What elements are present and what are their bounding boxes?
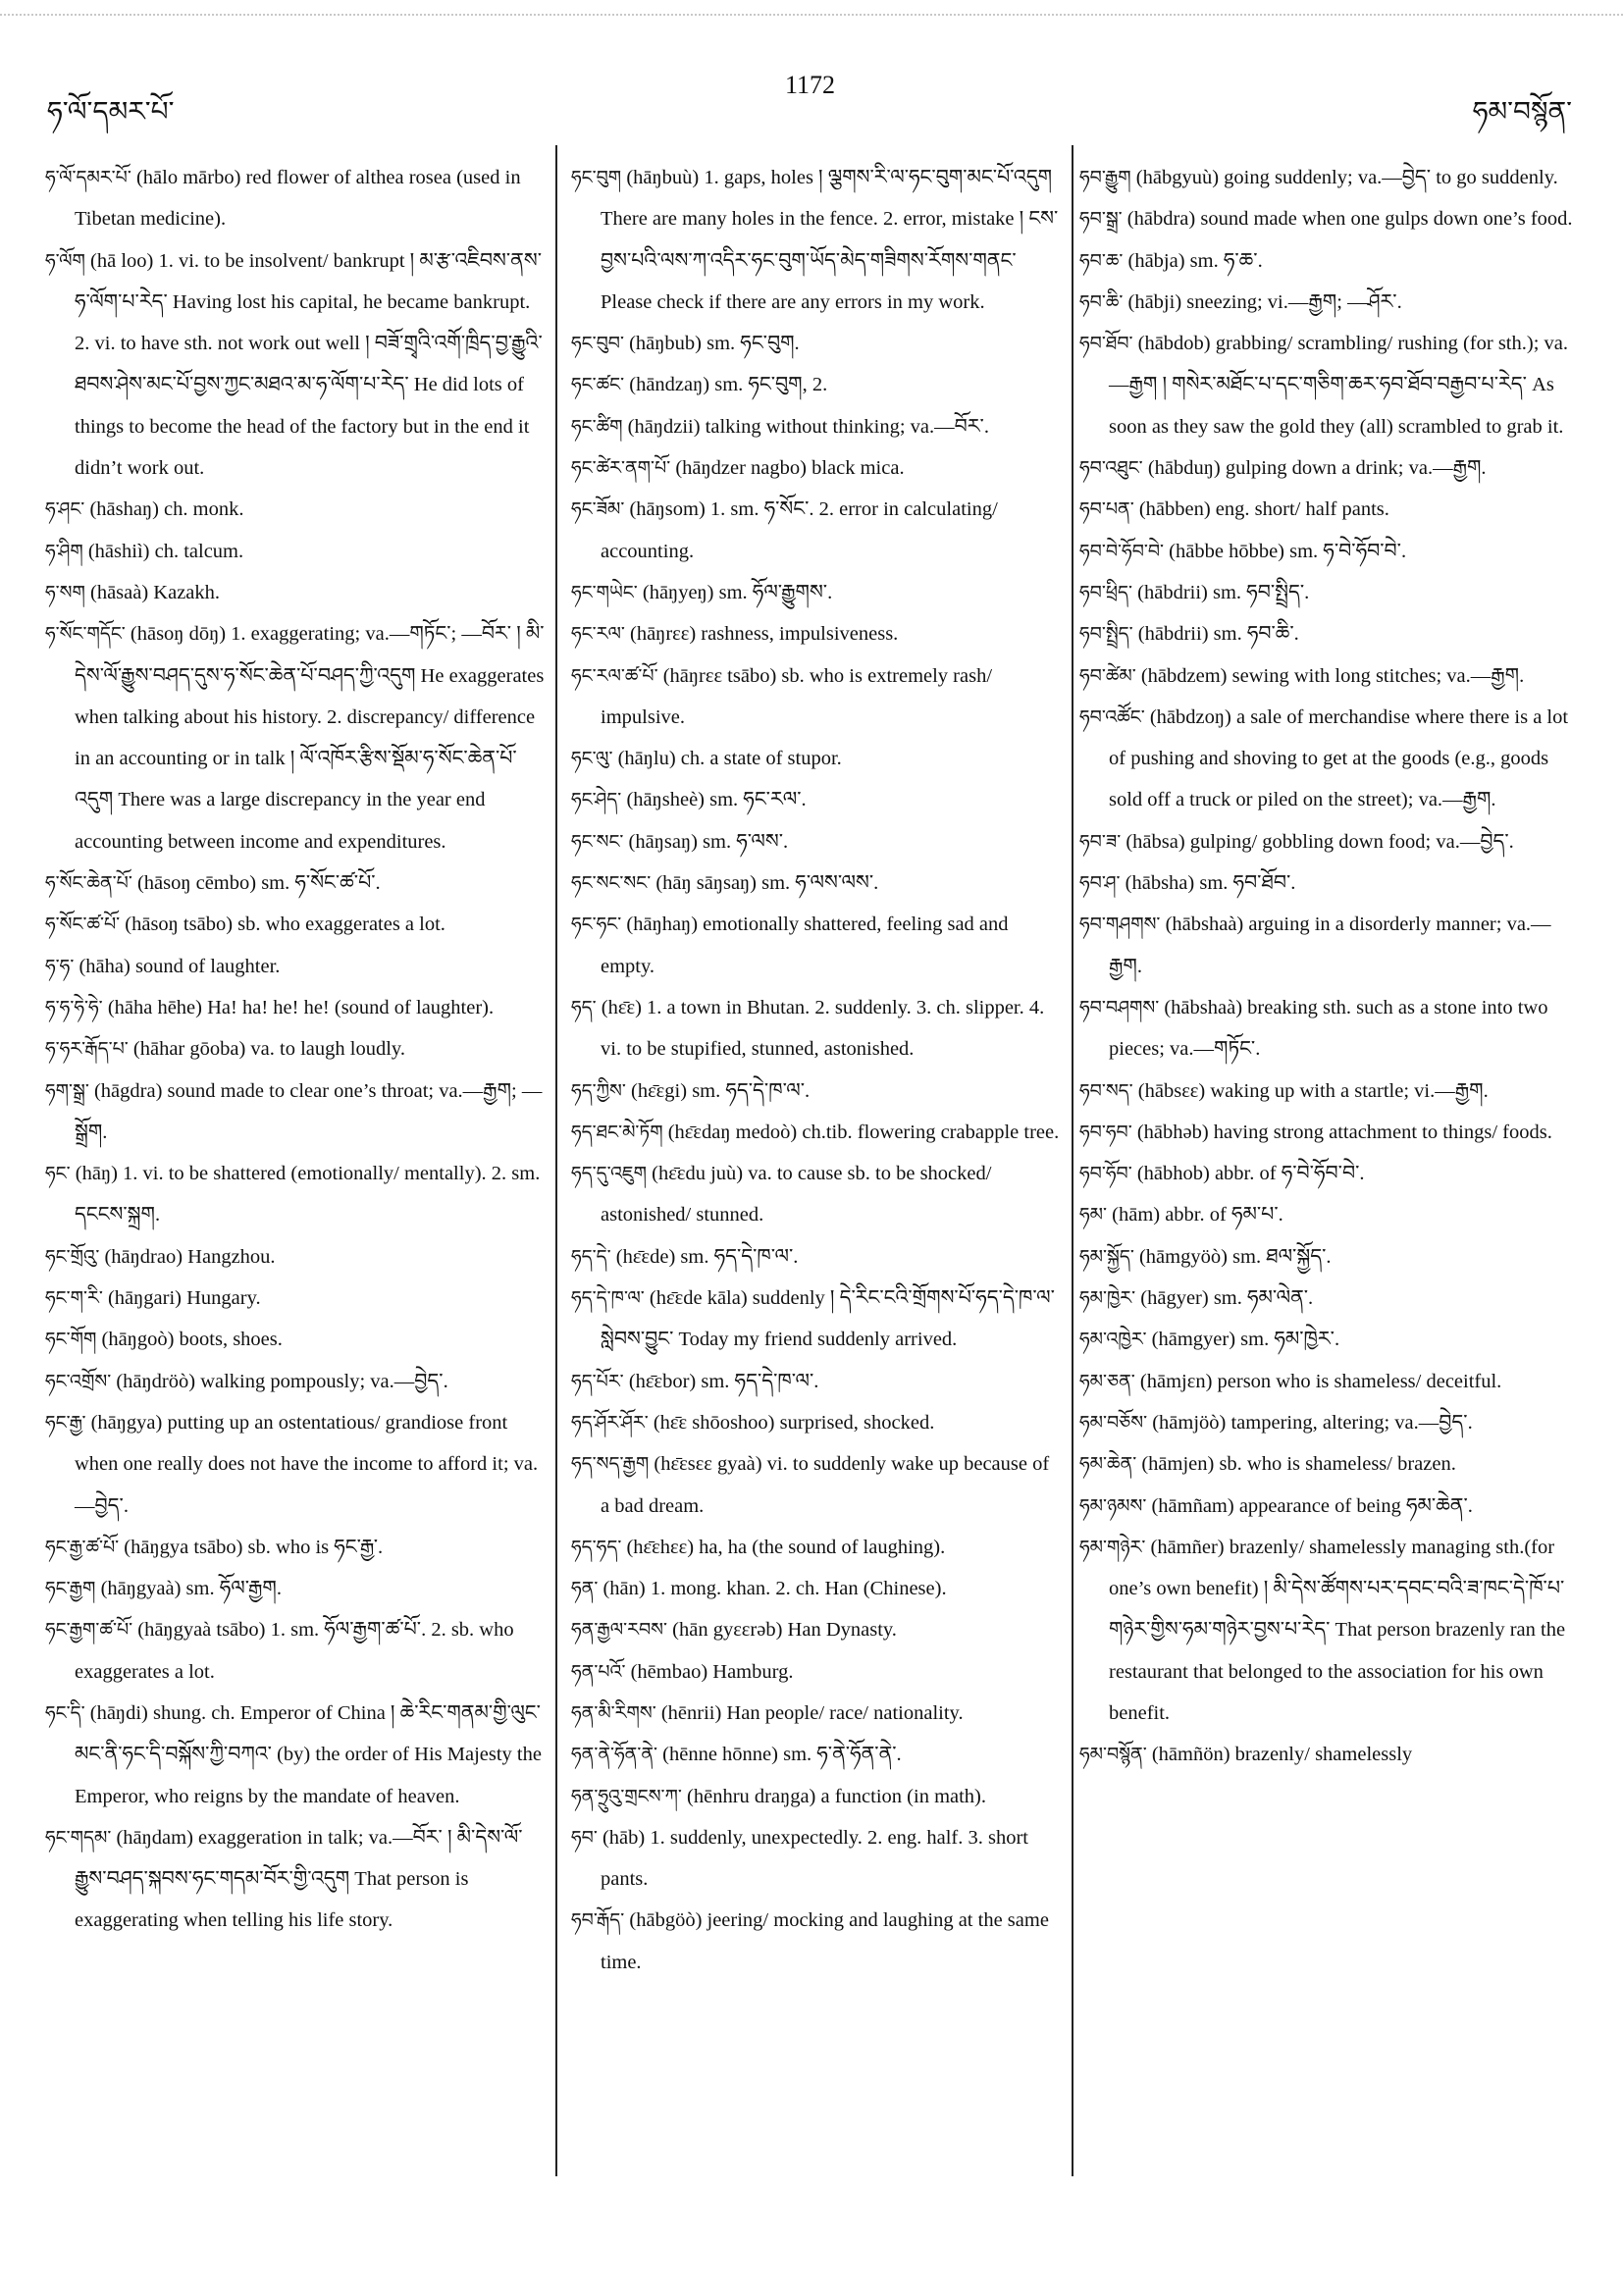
entry-definition: (hāshaŋ) ch. monk. <box>89 498 244 521</box>
dictionary-entry <box>45 157 546 240</box>
entry-headword: ཧང་གཡེང་ <box>571 581 638 603</box>
entry-definition: (hāgdra) sound made to clear one’s throat; va.—རྒྱག; —སྒྲོག. <box>75 1079 543 1143</box>
entry-headword: ཧ་སོང་ཚ་པོ་ <box>45 913 121 936</box>
entry-definition: (hāmñer) brazenly/ shamelessly managing sth.(for one’s own benefit) ། མི་དེས་ཚོགས་པར་དབང་བའི་ཟ་ཁང་དེ་ཁོ་པ་གཉེར་གྱིས་ཧམ་གཉེར་བྱས་པ་རེད་ That person brazenly ran the restaurant that belonged to the association for his own benefit. <box>1109 1536 1566 1724</box>
entry-definition: (hāŋgyaà tsābo) 1. sm. ཧོལ་རྒྱག་ཚ་པོ་. 2. sb. who exaggerates a lot. <box>75 1619 514 1683</box>
dictionary-entry <box>571 1900 1062 1983</box>
entry-headword: ཧབ་རྒྱུག <box>1079 167 1131 188</box>
entry-definition: (hāmgyöò) sm. ཐལ་སྐྱོད་. <box>1138 1245 1332 1268</box>
entry-definition: (hɛ̄ɛsɛɛ gyaà) vi. to suddenly wake up because of a bad dream. <box>601 1453 1050 1517</box>
entry-definition: (hābhob) abbr. of ཧ་བེ་ཧོབ་བེ་. <box>1136 1163 1365 1185</box>
dictionary-entry <box>1079 157 1580 198</box>
dictionary-entry <box>571 821 1062 862</box>
left-running-head: ཧ་ལོ་དམར་པོ་ <box>47 97 175 128</box>
dictionary-entry <box>571 738 1062 779</box>
entry-headword: ཧམ་ཁྱེར་ <box>1079 1287 1136 1310</box>
entry-definition: (hāŋlu) ch. a state of stupor. <box>617 748 842 770</box>
entry-headword: ཧམ་ཆེན་ <box>1079 1453 1137 1476</box>
dictionary-entry <box>1079 1153 1580 1194</box>
dictionary-entry <box>45 1070 546 1154</box>
entry-headword: ཧང་ཚིག <box>571 415 623 438</box>
dictionary-entry <box>1079 904 1580 987</box>
dictionary-entry <box>45 1402 546 1527</box>
entry-headword: ཧམ་བསྙོན་ <box>1079 1744 1147 1766</box>
dictionary-entry <box>571 1402 1062 1443</box>
entry-definition: (hāŋdrao) Hangzhou. <box>104 1245 276 1268</box>
column-divider <box>555 145 557 2176</box>
dictionary-entry <box>45 1527 546 1568</box>
dictionary-entry <box>571 1070 1062 1112</box>
entry-definition: (hāmjen) sb. who is shameless/ brazen. <box>1141 1453 1456 1476</box>
entry-headword: ཧང་རལ་ཚ་པོ་ <box>571 664 658 687</box>
dictionary-entry <box>1079 655 1580 697</box>
entry-definition: (hāŋgyaà) sm. ཧོལ་རྒྱག. <box>100 1578 282 1600</box>
dictionary-entry <box>571 1651 1062 1693</box>
dictionary-entry <box>1079 1236 1580 1278</box>
entry-definition: (hāŋbub) sm. ཧང་བུག. <box>629 333 800 355</box>
entry-headword: ཧང་འགྲོས་ <box>45 1370 112 1392</box>
dictionary-entry <box>45 1817 546 1942</box>
entry-definition: (hɛ̄ɛbor) sm. ཧད་དེ་ཁ་ལ་. <box>628 1370 819 1392</box>
dictionary-entry <box>1079 572 1580 613</box>
dictionary-entry <box>45 946 546 987</box>
entry-headword: ཧད་ཤོར་ཤོར་ <box>571 1411 649 1434</box>
dictionary-entry <box>45 572 546 613</box>
entry-definition: (hāŋsheè) sm. ཧང་རལ་. <box>626 789 807 811</box>
dictionary-entry <box>1079 1443 1580 1485</box>
entry-headword: ཧང་ཚང་ <box>571 374 625 396</box>
dictionary-entry <box>1079 489 1580 530</box>
entry-headword: ཧབ་ཕྲིད་ <box>1079 581 1133 603</box>
entry-definition: (hāmñam) appearance of being ཧམ་ཆེན་. <box>1151 1494 1473 1517</box>
dictionary-entry <box>571 157 1062 323</box>
entry-headword: ཧང་ཤེད་ <box>571 789 622 811</box>
dictionary-entry <box>1079 531 1580 572</box>
entry-definition: (hāmgyer) sm. ཧམ་ཁྱེར་. <box>1151 1329 1340 1351</box>
entry-definition: (hāŋhaŋ) emotionally shattered, feeling sad and empty. <box>601 913 1009 977</box>
entry-definition: (hāŋ) 1. vi. to be shattered (emotionally/ mentally). 2. sm. དངངས་སྐྲག. <box>75 1163 541 1226</box>
entry-headword: ཧང་རྒྱག་ཚ་པོ་ <box>45 1619 133 1642</box>
entry-definition: (hābdzoŋ) a sale of merchandise where there is a lot of pushing and shoving to get at the goods (e.g., goods sold off a truck or piled on the street); va.—རྒྱག. <box>1109 705 1569 811</box>
entry-headword: ཧབ་སྒྲ་ <box>1079 208 1123 231</box>
entry-definition: (hābsɛɛ) waking up with a startle; vi.—རྒྱག. <box>1137 1079 1489 1102</box>
entry-headword: ཧམ་འཁྱེར་ <box>1079 1329 1147 1351</box>
dictionary-entry <box>1079 1278 1580 1319</box>
dictionary-entry <box>1079 697 1580 821</box>
entry-headword: ཧབ་འཐུང་ <box>1079 457 1143 480</box>
dictionary-entry <box>1079 1402 1580 1443</box>
entry-definition: (hēnne hōnne) sm. ཧ་ནེ་ཧོན་ནེ་. <box>662 1744 902 1766</box>
dictionary-entry <box>1079 821 1580 862</box>
entry-definition: (hābji) sneezing; vi.—རྒྱག; —ཤོར་. <box>1127 290 1402 313</box>
entry-headword: ཧ་ཧ་ <box>45 955 75 977</box>
entry-definition: (hɛ̄ɛ shōoshoo) surprised, shocked. <box>653 1411 935 1434</box>
entry-headword: ཧང་རལ་ <box>571 623 625 646</box>
dictionary-entry <box>1079 240 1580 282</box>
entry-headword: ཧ་སག <box>45 581 85 603</box>
entry-definition: (hɛ̄ɛdaŋ medoò) ch.tib. flowering crabapple tree. <box>667 1121 1060 1143</box>
entry-definition: (hābbe hōbbe) sm. ཧ་བེ་ཧོབ་བེ་. <box>1169 540 1407 562</box>
entry-headword: ཧད་ <box>571 996 597 1018</box>
entry-definition: (hāmñön) brazenly/ shamelessly <box>1151 1744 1413 1766</box>
entry-definition: (hāŋdzii) talking without thinking; va.—བོར་. <box>627 415 989 438</box>
entry-headword: ཧབ་འཚོང་ <box>1079 705 1145 728</box>
dictionary-entry <box>1079 447 1580 489</box>
entry-headword: ཧམ་ཅན་ <box>1079 1370 1135 1392</box>
entry-definition: (hālo mārbo) red flower of althea rosea (used in Tibetan medicine). <box>75 167 521 231</box>
entry-definition: (hāŋdröò) walking pompously; va.—བྱེད་. <box>116 1370 448 1392</box>
dictionary-entry <box>571 613 1062 654</box>
dictionary-entry <box>571 1776 1062 1817</box>
entry-headword: ཧད་དུ་འཇུག <box>571 1163 648 1185</box>
dictionary-entry <box>571 364 1062 405</box>
entry-definition: (hābduŋ) gulping down a drink; va.—རྒྱག. <box>1147 457 1487 480</box>
entry-headword: ཧན་མི་རིགས་ <box>571 1701 656 1724</box>
column-right <box>1079 157 1580 2198</box>
entry-headword: ཧ་ཧར་རྒོད་པ་ <box>45 1038 129 1061</box>
dictionary-entry <box>571 1153 1062 1236</box>
entry-headword: ཧ་ཧ་ཧེ་ཧེ་ <box>45 996 103 1018</box>
entry-headword: ཧང་ཧང་ <box>571 913 622 936</box>
dictionary-entry <box>45 1693 546 1817</box>
entry-definition: (hābgöò) jeering/ mocking and laughing at the same time. <box>601 1909 1049 1973</box>
dictionary-entry <box>571 489 1062 572</box>
entry-headword: ཧམ་བཅོས་ <box>1079 1411 1148 1434</box>
dictionary-entry <box>45 987 546 1028</box>
entry-definition: (hɛ̄ɛ) 1. a town in Bhutan. 2. suddenly. 3. ch. slipper. 4. vi. to be stupified, stunned, astonished. <box>601 996 1045 1061</box>
dictionary-entry <box>571 1361 1062 1402</box>
entry-definition: (hāha) sound of laughter. <box>79 955 281 977</box>
entry-headword: ཧད་སད་རྒྱག <box>571 1453 650 1476</box>
entry-definition: (hāŋdzer nagbo) black mica. <box>675 457 905 480</box>
entry-definition: (hāsoŋ cēmbo) sm. ཧ་སོང་ཚ་པོ་. <box>136 872 381 895</box>
entry-definition: (hāndzaŋ) sm. ཧང་བུག, 2. <box>629 374 828 396</box>
column-left <box>45 157 546 2198</box>
entry-headword: ཧད་དེ་ཁ་ལ་ <box>571 1287 645 1310</box>
entry-definition: (hāmjöò) tampering, altering; va.—བྱེད་. <box>1152 1411 1473 1434</box>
dictionary-entry <box>45 1278 546 1319</box>
entry-definition: (hāshiì) ch. talcum. <box>87 540 244 562</box>
entry-definition: (hāsoŋ dōŋ) 1. exaggerating; va.—གཏོང་; —བོར་ ། མི་དེས་ལོ་རྒྱུས་བཤད་དུས་ཧ་སོང་ཆེན་པོ་བཤད་ཀྱི་འདུག He exaggerates when talking about his history. 2. discrepancy/ difference in an accounting or in talk ། ལོ་འཁོར་རྩིས་སྡོམ་ཧ་སོང་ཆེན་པོ་འདུག There was a large discrepancy in the year end accounting between income and expenditures. <box>75 623 545 853</box>
entry-definition: (hābhəb) having strong attachment to things/ foods. <box>1136 1121 1552 1143</box>
dictionary-entry <box>571 655 1062 739</box>
entry-definition: (hāŋdi) shung. ch. Emperor of China ། ཆེ་རིང་གནམ་གྱི་ལུང་མང་ནི་ཧང་དི་བསྐོས་ཀྱི་བཀའ་ (by) the order of His Majesty the Emperor, who reigns by the mandate of heaven. <box>75 1701 542 1807</box>
entry-headword: ཧད་ཧད་ <box>571 1536 622 1558</box>
dictionary-entry <box>1079 987 1580 1070</box>
dictionary-entry <box>45 1319 546 1360</box>
entry-definition: (hāsaà) Kazakh. <box>90 581 221 603</box>
entry-headword: ཧབ་ཚེམ་ <box>1079 664 1136 687</box>
entry-definition: (hāŋsom) 1. sm. ཧ་སོང་. 2. error in calculating/ accounting. <box>601 498 998 562</box>
dictionary-entry <box>45 240 546 490</box>
dictionary-entry <box>571 1112 1062 1153</box>
right-running-head: ཧམ་བསྙོན་ <box>1472 97 1572 128</box>
entry-headword: ཧང་བུབ་ <box>571 333 624 355</box>
entry-definition: (hēnhru draŋga) a function (in math). <box>687 1785 987 1807</box>
dictionary-entry <box>571 904 1062 987</box>
entry-definition: (hābshaà) arguing in a disorderly manner; va.—རྒྱག. <box>1109 913 1551 977</box>
dictionary-entry <box>1079 1112 1580 1153</box>
entry-headword: ཧབ་སྤྲིད་ <box>1079 623 1133 646</box>
dictionary-entry <box>571 572 1062 613</box>
entry-definition: (hābja) sm. ཧ་ཆ་. <box>1127 249 1263 272</box>
entry-headword: ཧབ་བེ་ཧོབ་བེ་ <box>1079 540 1165 562</box>
entry-definition: (hāgyer) sm. ཧམ་ལེན་. <box>1140 1287 1314 1310</box>
entry-headword: ཧམ་ <box>1079 1204 1108 1226</box>
dictionary-entry <box>45 1028 546 1070</box>
dictionary-entry <box>571 406 1062 447</box>
entry-headword: ཧབ་པན་ <box>1079 498 1134 521</box>
entry-definition: (hāmjɛn) person who is shameless/ deceitful. <box>1139 1370 1502 1392</box>
entry-headword: ཧད་དེ་ <box>571 1245 611 1268</box>
entry-headword: ཧབ་ཆ་ <box>1079 249 1124 272</box>
dictionary-entry <box>1079 1070 1580 1112</box>
entry-headword: ཧན་ <box>571 1578 599 1600</box>
dictionary-entry <box>1079 198 1580 239</box>
top-scan-border <box>0 14 1623 16</box>
entry-definition: (hāŋgya tsābo) sb. who is ཧང་རྒྱ་. <box>124 1536 384 1558</box>
entry-definition: (hāŋ sāŋsaŋ) sm. ཧ་ལས་ལས་. <box>655 872 879 895</box>
entry-headword: ཧང་ཚེར་ནག་པོ་ <box>571 457 671 480</box>
dictionary-entry <box>45 862 546 904</box>
entry-headword: ཧང་ <box>45 1163 71 1185</box>
entry-definition: (hābsa) gulping/ gobbling down food; va.—བྱེད་. <box>1126 830 1514 853</box>
dictionary-entry <box>571 323 1062 364</box>
entry-headword: ཧབ་བཤགས་ <box>1079 996 1160 1018</box>
entry-headword: ཧད་པོར་ <box>571 1370 624 1392</box>
entry-headword: ཧག་སྒྲ་ <box>45 1079 89 1102</box>
entry-headword: ཧ་ལོ་དམར་པོ་ <box>45 167 131 188</box>
entry-definition: (hāŋgari) Hungary. <box>107 1287 261 1310</box>
dictionary-entry <box>571 779 1062 820</box>
entry-headword: ཧ་ཤང་ <box>45 498 85 521</box>
entry-headword: ཧམ་གཉེར་ <box>1079 1536 1146 1558</box>
entry-definition: (hāsoŋ tsābo) sb. who exaggerates a lot. <box>125 913 445 936</box>
entry-definition: (hān) 1. mong. khan. 2. ch. Han (Chinese). <box>602 1578 947 1600</box>
entry-headword: ཧ་ཤིག <box>45 540 83 562</box>
entry-headword: ཧན་རྒྱལ་རབས་ <box>571 1619 668 1642</box>
entry-headword: ཧབ་གཤགས་ <box>1079 913 1161 936</box>
page-number: 1172 <box>785 71 836 99</box>
entry-headword: ཧམ་སྐྱོད་ <box>1079 1245 1134 1268</box>
entry-headword: ཧན་པའོ་ <box>571 1660 626 1683</box>
dictionary-entry <box>571 1568 1062 1609</box>
entry-headword: ཧང་སང་ <box>571 830 624 853</box>
entry-definition: (hāŋgoò) boots, shoes. <box>101 1329 283 1351</box>
entry-headword: ཧང་དི་ <box>45 1701 85 1724</box>
dictionary-entry <box>571 1734 1062 1775</box>
entry-headword: ཧང་རྒྱག <box>45 1578 96 1600</box>
dictionary-entry <box>571 1693 1062 1734</box>
entry-headword: ཧན་ཧྲུའུ་གྲངས་ཀ་ <box>571 1785 682 1807</box>
entry-definition: (hā loo) 1. vi. to be insolvent/ bankrupt ། མ་རྩ་འཇིབས་ནས་ཧ་ལོག་པ་རེད་ Having lost his capital, he became bankrupt. 2. vi. to have sth. not work out well ། བཟོ་གྲྭའི་འགོ་ཁྲིད་བྱ་རྒྱུའི་ཐབས་ཤེས་མང་པོ་བྱས་ཀྱང་མཐའ་མ་ཧ་ལོག་པ་རེད་ He did lots of things to become the head of the factory but in the end it didn’t work out. <box>75 249 543 480</box>
entry-headword: ཧམ་ཉམས་ <box>1079 1494 1147 1517</box>
entry-headword: ཧང་གོག <box>45 1329 97 1351</box>
dictionary-entry <box>571 862 1062 904</box>
dictionary-entry <box>571 1236 1062 1278</box>
entry-definition: (hāha hēhe) Ha! ha! he! he! (sound of laughter). <box>107 996 495 1018</box>
entry-headword: ཧབ་སད་ <box>1079 1079 1133 1102</box>
entry-headword: ཧང་བུག <box>571 167 622 188</box>
dictionary-entry <box>1079 1486 1580 1527</box>
entry-headword: ཧང་རྒྱ་ཚ་པོ་ <box>45 1536 120 1558</box>
entry-definition: (hɛ̄ɛde) sm. ཧད་དེ་ཁ་ལ་. <box>615 1245 799 1268</box>
dictionary-entry <box>571 1278 1062 1361</box>
entry-headword: ཧ་ལོག <box>45 249 85 272</box>
entry-definition: (hɛ̄ɛde kāla) suddenly ། དེ་རིང་ངའི་གྲོགས་པོ་ཧད་དེ་ཁ་ལ་སླེབས་བྱུང་ Today my friend suddenly arrived. <box>601 1287 1055 1351</box>
column-middle <box>571 157 1062 2198</box>
dictionary-entry <box>45 1361 546 1402</box>
dictionary-entry <box>45 1609 546 1693</box>
dictionary-entry <box>1079 1361 1580 1402</box>
entry-definition: (hāŋrɛɛ) rashness, impulsiveness. <box>630 623 899 646</box>
entry-definition: (hɛ̄ɛgi) sm. ཧད་དེ་ཁ་ལ་. <box>631 1079 811 1102</box>
entry-definition: (hɛ̄ɛdu juù) va. to cause sb. to be shocked/ astonished/ stunned. <box>601 1163 992 1226</box>
entry-headword: ཧ་སོང་ཆེན་པོ་ <box>45 872 132 895</box>
entry-headword: ཧབ་ཆི་ <box>1079 290 1124 313</box>
entry-definition: (hɛ̄ɛhɛɛ) ha, ha (the sound of laughing). <box>626 1536 946 1558</box>
entry-definition: (hābben) eng. short/ half pants. <box>1138 498 1389 521</box>
entry-definition: (hāŋrɛɛ tsābo) sb. who is extremely rash/ impulsive. <box>601 664 993 728</box>
entry-headword: ཧང་གདམ་ <box>45 1826 112 1849</box>
entry-definition: (hābdrii) sm. ཧབ་སྤྲིད་. <box>1137 581 1310 603</box>
entry-headword: ཧང་ཟོམ་ <box>571 498 625 521</box>
entry-headword: ཧད་ཀྱིས་ <box>571 1079 626 1102</box>
entry-headword: ཧད་ཐང་མེ་ཏོག <box>571 1121 663 1143</box>
dictionary-entry <box>1079 282 1580 323</box>
entry-headword: ཧབ་ཤ་ <box>1079 872 1121 895</box>
dictionary-entry <box>571 1443 1062 1527</box>
entry-headword: ཧང་ག་རི་ <box>45 1287 103 1310</box>
entry-definition: (hāŋsaŋ) sm. ཧ་ལས་. <box>628 830 789 853</box>
column-divider <box>1072 145 1073 2176</box>
entry-definition: (hāŋyeŋ) sm. ཧོལ་རྒྱུགས་. <box>642 581 833 603</box>
dictionary-entry <box>45 904 546 945</box>
dictionary-entry <box>1079 1194 1580 1235</box>
dictionary-entry <box>45 489 546 530</box>
entry-definition: (hāb) 1. suddenly, unexpectedly. 2. eng. half. 3. short pants. <box>601 1826 1028 1891</box>
dictionary-entry <box>45 613 546 862</box>
entry-headword: ཧབ་ཟ་ <box>1079 830 1122 853</box>
entry-definition: (hāhar gōoba) va. to laugh loudly. <box>132 1038 405 1061</box>
dictionary-entry <box>571 447 1062 489</box>
entry-headword: ཧབ་ཧོབ་ <box>1079 1163 1132 1185</box>
entry-headword: ཧབ་རྒོད་ <box>571 1909 625 1932</box>
entry-headword: ཧང་ལུ་ <box>571 748 613 770</box>
entry-definition: (hābdzem) sewing with long stitches; va.—རྒྱག. <box>1140 664 1525 687</box>
entry-headword: ཧང་གྲོའུ་ <box>45 1245 100 1268</box>
dictionary-entry <box>45 531 546 572</box>
entry-definition: (hābgyuù) going suddenly; va.—བྱེད་ to go suddenly. <box>1135 167 1558 188</box>
entry-definition: (hābshaà) breaking sth. such as a stone into two pieces; va.—གཏོང་. <box>1109 996 1548 1061</box>
dictionary-entry <box>571 987 1062 1070</box>
entry-definition: (hāŋdam) exaggeration in talk; va.—བོར་ ། མི་དེས་ལོ་རྒྱུས་བཤད་སྐབས་ཧང་གདམ་བོར་གྱི་འདུག That person is exaggerating when telling his life story. <box>75 1826 523 1932</box>
dictionary-entry <box>571 1817 1062 1901</box>
entry-definition: (hēnrii) Han people/ race/ nationality. <box>660 1701 964 1724</box>
dictionary-entry <box>1079 613 1580 654</box>
dictionary-entry <box>1079 862 1580 904</box>
dictionary-entry <box>1079 323 1580 447</box>
dictionary-entry <box>571 1527 1062 1568</box>
entry-headword: ཧང་རྒྱ་ <box>45 1411 86 1434</box>
dictionary-entry <box>45 1568 546 1609</box>
entry-headword: ཧང་སང་སང་ <box>571 872 652 895</box>
entry-headword: ཧ་སོང་གདོང་ <box>45 623 126 646</box>
entry-definition: (hēmbao) Hamburg. <box>630 1660 794 1683</box>
entry-headword: ཧབ་ཐོབ་ <box>1079 333 1133 355</box>
entry-definition: (hāŋbuù) 1. gaps, holes ། ལྕགས་རི་ལ་ཧང་བུག་མང་པོ་འདུག There are many holes in the fence. 2. error, mistake ། ངས་བྱས་པའི་ལས་ཀ་འདིར་ཧང་བུག་ཡོད་མེད་གཟིགས་རོགས་གནང་ Please check if there are any errors in my work. <box>601 167 1059 313</box>
dictionary-entry <box>1079 1734 1580 1775</box>
entry-definition: (hāŋgya) putting up an ostentatious/ grandiose front when one really does not have the income to afford it; va.—བྱེད་. <box>75 1411 539 1517</box>
dictionary-entry <box>45 1236 546 1278</box>
dictionary-entry <box>1079 1319 1580 1360</box>
entry-headword: ཧན་ནེ་ཧོན་ནེ་ <box>571 1744 658 1766</box>
entry-definition: (hān gyɛɛrəb) Han Dynasty. <box>672 1619 897 1642</box>
dictionary-entry <box>1079 1527 1580 1734</box>
entry-definition: (hābdra) sound made when one gulps down one’s food. <box>1126 208 1573 231</box>
entry-headword: ཧབ་ཧབ་ <box>1079 1121 1132 1143</box>
entry-headword: ཧབ་ <box>571 1826 598 1849</box>
entry-definition: (hābdrii) sm. ཧབ་ཆི་. <box>1137 623 1299 646</box>
dictionary-entry <box>45 1153 546 1236</box>
dictionary-entry <box>571 1609 1062 1650</box>
entry-definition: (hābsha) sm. ཧབ་ཐོབ་. <box>1125 872 1296 895</box>
entry-definition: (hābdob) grabbing/ scrambling/ rushing (for sth.); va.—རྒྱག ། གསེར་མཐོང་པ་དང་གཅིག་ཆར་ཧབ་ཐོབ་བརྒྱབ་པ་རེད་ As soon as they saw the gold they (all) scrambled to grab it. <box>1109 333 1569 438</box>
entry-definition: (hām) abbr. of ཧམ་པ་. <box>1112 1204 1283 1226</box>
